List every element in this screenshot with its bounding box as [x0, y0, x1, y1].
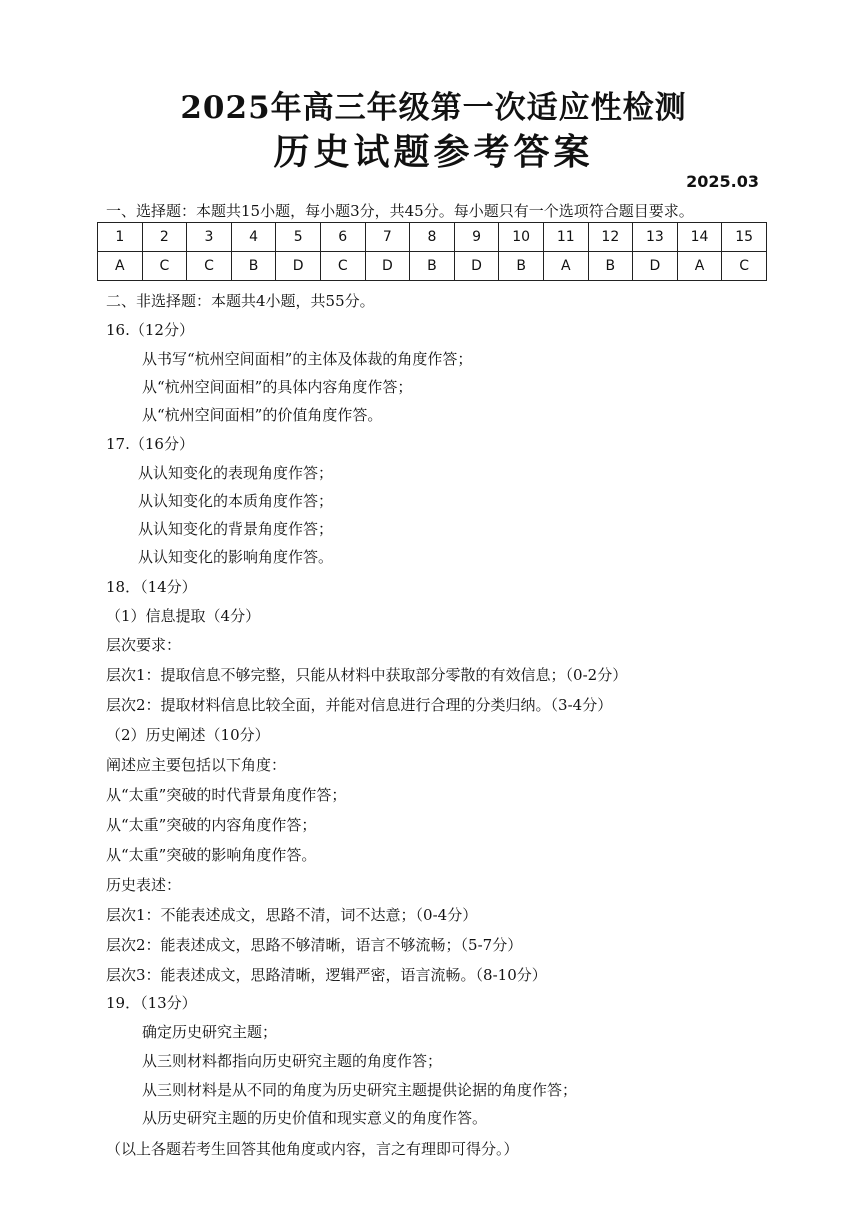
question-number: 12 — [588, 223, 633, 252]
q18-angles-intro: 阐述应主要包括以下角度： — [106, 756, 287, 774]
question-number: 15 — [722, 223, 767, 252]
q18-title: 18．（14分） — [106, 578, 197, 596]
q19-line: 从三则材料是从不同的角度为历史研究主题提供论据的角度作答； — [142, 1081, 578, 1099]
question-number: 5 — [276, 223, 321, 252]
q18-angle: 从“太重”突破的时代背景角度作答； — [106, 786, 347, 804]
q16-title: 16.（12分） — [106, 321, 194, 339]
q16-line: 从书写“杭州空间面相”的主体及体裁的角度作答； — [142, 350, 473, 368]
q17-line: 从认知变化的背景角度作答； — [138, 520, 334, 538]
q16-line: 从“杭州空间面相”的价值角度作答。 — [142, 406, 383, 424]
question-number: 4 — [231, 223, 276, 252]
question-number: 7 — [365, 223, 410, 252]
answer-cell: C — [722, 252, 767, 281]
q18-angle: 从“太重”突破的影响角度作答。 — [106, 846, 317, 864]
question-number: 1 — [98, 223, 143, 252]
q17-line: 从认知变化的本质角度作答； — [138, 492, 334, 510]
answer-cell: B — [588, 252, 633, 281]
question-number: 8 — [410, 223, 455, 252]
answer-cell: A — [543, 252, 588, 281]
q18-expression-level: 层次1：不能表述成文，思路不清，词不达意；（0-4分） — [106, 906, 478, 924]
question-number: 13 — [633, 223, 678, 252]
q18-part1-title: （1）信息提取（4分） — [106, 607, 261, 625]
page-title-line1: 2025年高三年级第一次适应性检测 — [180, 90, 687, 126]
answer-cell: D — [276, 252, 321, 281]
answer-cell: D — [633, 252, 678, 281]
q19-line: 从三则材料都指向历史研究主题的角度作答； — [142, 1052, 443, 1070]
q18-level2: 层次2：提取材料信息比较全面，并能对信息进行合理的分类归纳。（3-4分） — [106, 696, 613, 714]
q19-line: 确定历史研究主题； — [142, 1023, 278, 1041]
q18-level-requirement: 层次要求： — [106, 636, 182, 654]
q18-level1: 层次1：提取信息不够完整，只能从材料中获取部分零散的有效信息；（0-2分） — [106, 666, 628, 684]
q18-expression-title: 历史表述： — [106, 876, 182, 894]
question-number: 2 — [142, 223, 187, 252]
q17-line: 从认知变化的影响角度作答。 — [138, 548, 334, 566]
answer-cell: C — [320, 252, 365, 281]
q19-title: 19．（13分） — [106, 994, 197, 1012]
q16-line: 从“杭州空间面相”的具体内容角度作答； — [142, 378, 413, 396]
question-number-row — [98, 223, 767, 252]
answer-cell: C — [187, 252, 232, 281]
q18-expression-level: 层次2：能表述成文，思路不够清晰，语言不够流畅；（5-7分） — [106, 936, 523, 954]
question-number: 14 — [677, 223, 722, 252]
answer-cell: B — [410, 252, 455, 281]
document-date: 2025.03 — [686, 172, 759, 191]
q17-title: 17.（16分） — [106, 435, 194, 453]
q18-angle: 从“太重”突破的内容角度作答； — [106, 816, 317, 834]
answer-cell: A — [677, 252, 722, 281]
question-number: 6 — [320, 223, 365, 252]
answer-row — [98, 252, 767, 281]
answer-cell: B — [499, 252, 544, 281]
section2-heading: 二、非选择题：本题共4小题，共55分。 — [106, 292, 375, 310]
answer-cell: D — [365, 252, 410, 281]
answer-cell: D — [454, 252, 499, 281]
q19-line: 从历史研究主题的历史价值和现实意义的角度作答。 — [142, 1109, 488, 1127]
footnote: （以上各题若考生回答其他角度或内容，言之有理即可得分。） — [106, 1140, 519, 1158]
section1-heading: 一、选择题：本题共15小题，每小题3分，共45分。每小题只有一个选项符合题目要求。 — [106, 202, 694, 220]
question-number: 9 — [454, 223, 499, 252]
question-number: 11 — [543, 223, 588, 252]
answer-cell: B — [231, 252, 276, 281]
question-number: 10 — [499, 223, 544, 252]
answer-cell: A — [98, 252, 143, 281]
question-number: 3 — [187, 223, 232, 252]
answer-cell: C — [142, 252, 187, 281]
answer-table — [97, 222, 767, 281]
q17-line: 从认知变化的表现角度作答； — [138, 464, 334, 482]
q18-expression-level: 层次3：能表述成文，思路清晰，逻辑严密，语言流畅。（8-10分） — [106, 966, 547, 984]
q18-part2-title: （2）历史阐述（10分） — [106, 726, 270, 744]
page-title-line2: 历史试题参考答案 — [273, 131, 594, 173]
